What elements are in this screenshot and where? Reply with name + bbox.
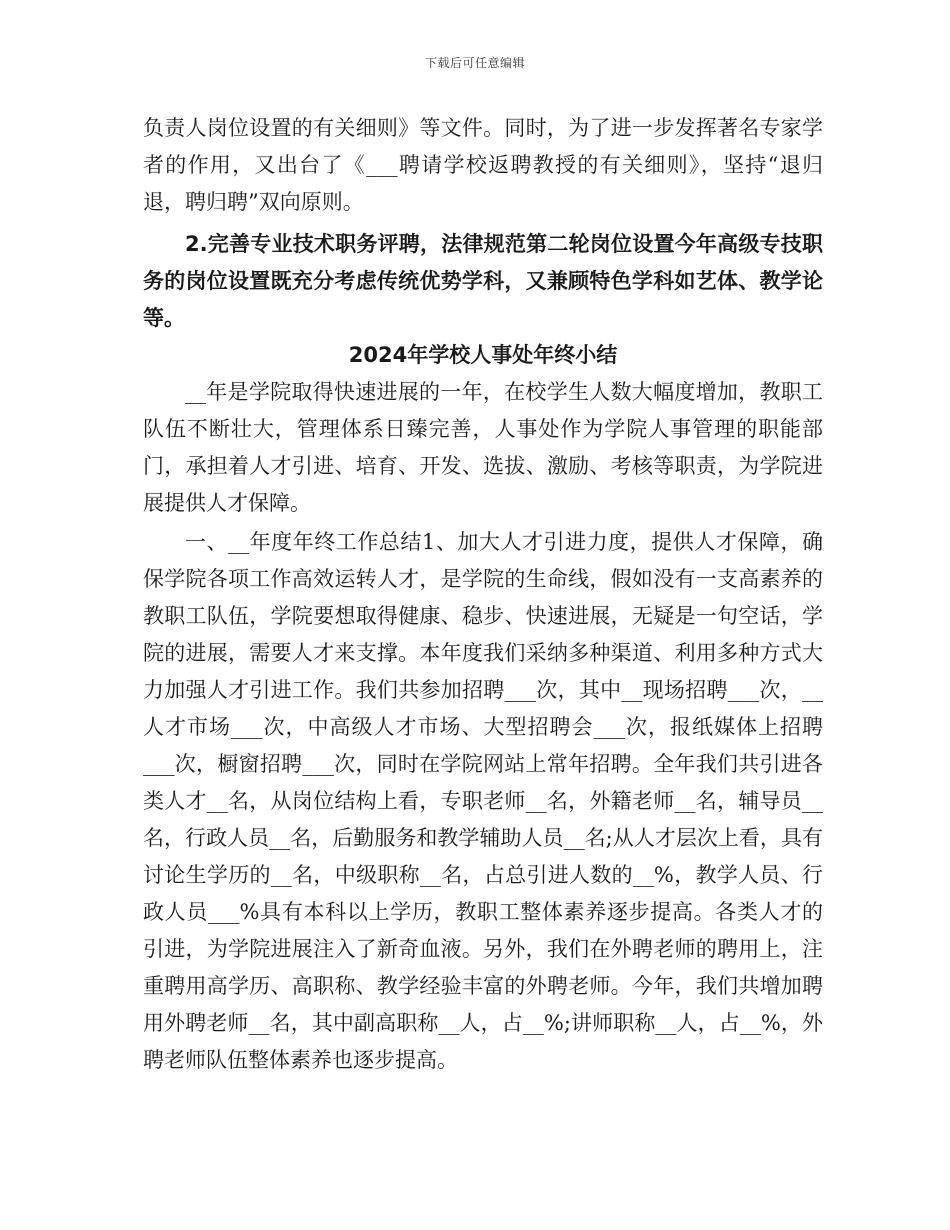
document-title: 2024年学校人事处年终小结: [348, 343, 618, 367]
paragraph-section-1: 一、__年度年终工作总结1、加大人才引进力度，提供人才保障，确保学院各项工作高效运转人才，是学院的生命线，假如没有一支高素养的教职工队伍，学院要想取得健康、稳步、快速进展，无疑是一句空话，学院的进展，需要人才来支撑。本年度我们采纳多种渠道、利用多种方式大力加强人才引进工作。我们共参加招聘___次，其中__现场招聘___次，__人才市场___次，中高级人才市场、大型招聘会___次，报纸媒体上招聘___次，橱窗招聘___次，同时在学院网站上常年招聘。全年我们共引进各类人才__名，从岗位结构上看，专职老师__名，外籍老师__名，辅导员__名，行政人员__名，后勤服务和教学辅助人员__名;从人才层次上看，具有讨论生学历的__名，中级职称__名，占总引进人数的__%，教学人员、行政人员___%具有本科以上学历，教职工整体素养逐步提高。各类人才的引进，为学院进展注入了新奇血液。另外，我们在外聘老师的聘用上，注重聘用高学历、高职称、教学经验丰富的外聘老师。今年，我们共增加聘用外聘老师__名，其中副高职称__人，占__%;讲师职称__人，占__%，外聘老师队伍整体素养也逐步提高。: [143, 530, 823, 1072]
page-header: 下载后可任意编辑: [424, 56, 525, 70]
paragraph-continued: 负责人岗位设置的有关细则》等文件。同时，为了进一步发挥著名专家学者的作用，又出台了《___聘请学校返聘教授的有关细则》，坚持“退归退，聘归聘”双向原则。: [143, 116, 823, 214]
paragraph-intro: __年是学院取得快速进展的一年，在校学生人数大幅度增加，教职工队伍不断壮大，管理体系日臻完善，人事处作为学院人事管理的职能部门，承担着人才引进、培育、开发、选拔、激励、考核等职责，为学院进展提供人才保障。: [143, 380, 823, 515]
paragraph-bold-item-2: 2.完善专业技术职务评聘，法律规范第二轮岗位设置今年高级专技职务的岗位设置既充分考虑传统优势学科，又兼顾特色学科如艺体、教学论等。: [143, 232, 823, 330]
document-body: [143, 110, 823, 1079]
